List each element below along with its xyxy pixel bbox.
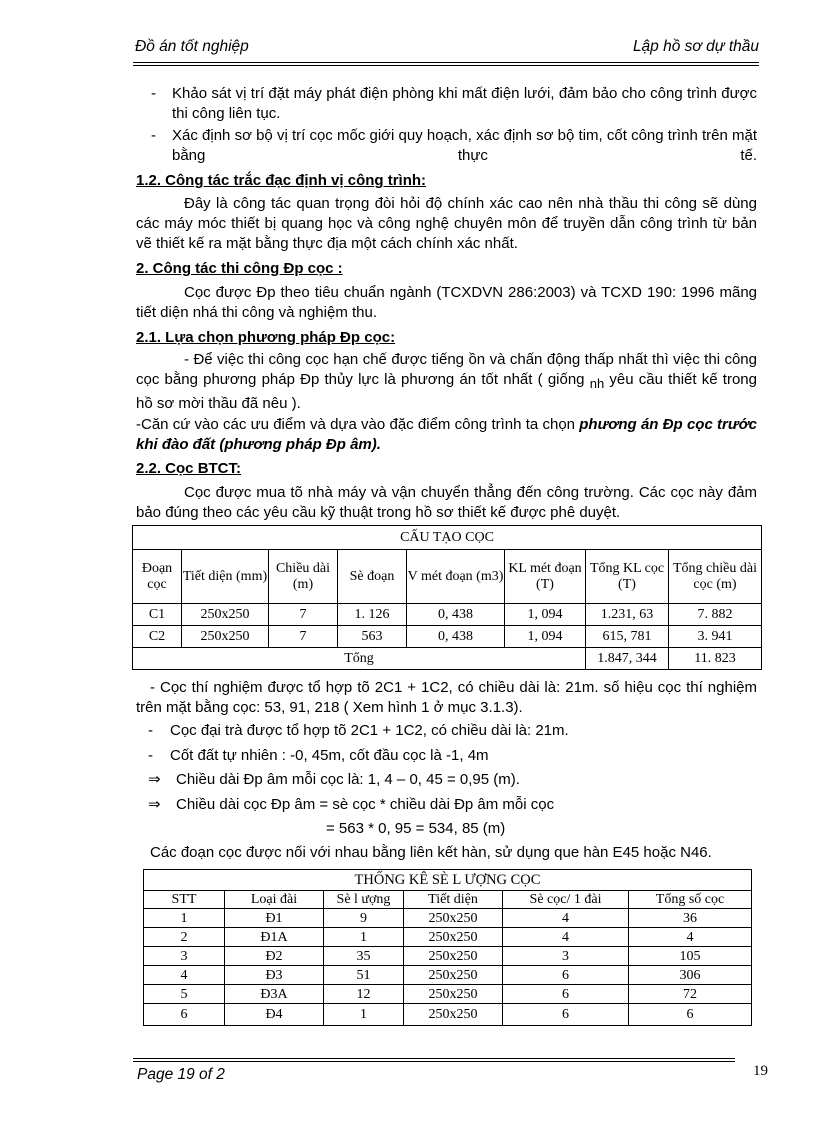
table-cell: 563 [338,626,407,648]
section-heading: 2. Công tác thi công Ðp cọc : [136,260,343,277]
table-cell: 1 [324,928,404,947]
table-cell: 12 [324,985,404,1004]
bullet-text: Cọc đại trà được tổ hợp tõ 2C1 + 1C2, có chiều dài là: 21m. [170,722,569,739]
bullet-item [136,721,757,741]
table-cell: 4 [144,966,225,985]
table-cell: 1. 126 [338,604,407,626]
table-cell: 1 [324,1004,404,1026]
paragraph: - Cọc thí nghiệm được tổ hợp tõ 2C1 + 1C2, có chiều dài là: 21m. số hiệu cọc thí nghiệm trên mặt bằng cọc: 53, 91, 218 ( Xem hình 1 ở mục 3.1.3). [136,679,757,716]
text-run: -Căn cứ vào các ưu điểm và dựa vào đặc điểm công trình ta chọn [136,416,576,433]
table-cell: Đ3A [225,985,324,1004]
table-cell: 3. 941 [669,626,762,648]
bullet-item [136,84,757,124]
table-row [144,1004,752,1026]
table-cell: 11. 823 [669,648,762,670]
table-header-cell: Tổng KL cọc (T) [586,550,669,604]
table-cell: 72 [629,985,752,1004]
page-header [135,38,759,62]
table-cell: 4 [503,909,629,928]
pile-structure-table [132,525,762,670]
table-row [144,909,752,928]
table-cell: 1.231, 63 [586,604,669,626]
table-cell: 615, 781 [586,626,669,648]
table-row [144,947,752,966]
footer-rule [133,1058,735,1059]
bullet-item [136,126,757,166]
table-cell: 250x250 [404,947,503,966]
section-heading: 2.2. Cọc BTCT: [136,460,242,477]
table-cell: 36 [629,909,752,928]
table-cell: 7. 882 [669,604,762,626]
bullet-dash: - [148,722,153,739]
table-cell: 0, 438 [407,604,505,626]
table-cell: 4 [503,928,629,947]
footer-page-label: Page 19 of 2 [137,1066,225,1083]
table-title: CẤU TẠO CỌC [133,526,762,550]
table-cell: 250x250 [404,909,503,928]
table-cell: 3 [144,947,225,966]
bullet-item [136,746,757,766]
text-run: yêu cầu thiết kế trong hồ sơ mời thầu đã nêu ). [136,371,757,412]
implies-icon: ⇒ [148,771,161,788]
table-cell: 6 [503,1004,629,1026]
footer-rule [133,1061,735,1062]
table-cell: 6 [629,1004,752,1026]
text-run: nh [589,376,605,391]
table-cell: 9 [324,909,404,928]
text-run-bold: phương án Ðp cọc trước khi đào đất (phương pháp Ðp âm). [136,416,757,453]
paragraph [136,350,757,414]
table-cell: 250x250 [404,985,503,1004]
formula-text: Chiều dài cọc Ðp âm = sè cọc * chiều dài Ðp âm mỗi cọc [176,796,555,813]
table-cell: 0, 438 [407,626,505,648]
table-cell: 2 [144,928,225,947]
table-header-cell: Sè cọc/ 1 đài [503,891,629,909]
table-cell: 1.847, 344 [586,648,669,670]
table-cell: C2 [133,626,182,648]
table-cell: 5 [144,985,225,1004]
table-cell: 6 [503,985,629,1004]
table-header-cell: Chiều dài (m) [269,550,338,604]
table-cell: 3 [503,947,629,966]
table-cell: 250x250 [182,604,269,626]
table-cell: 6 [503,966,629,985]
table-header-cell: Sè đoạn [338,550,407,604]
table-row [144,985,752,1004]
table-header-cell: STT [144,891,225,909]
paragraph [136,415,757,455]
table-header-cell: Đoạn cọc [133,550,182,604]
paragraph: Cọc được mua tõ nhà máy và vận chuyển thẳng đến công trường. Các cọc này đảm bảo đúng theo các yêu cầu kỹ thuật trong hồ sơ thiết kế được phê duyệt. [136,484,757,521]
bullet-text: Cốt đất tự nhiên : -0, 45m, cốt đầu cọc là -1, 4m [170,747,489,764]
implies-icon: ⇒ [148,796,161,813]
formula-line [136,795,757,815]
bullet-text: Khảo sát vị trí đặt máy phát điện phòng khi mất điện lưới, đảm bảo cho công trình được thi công liên tục. [172,85,757,122]
table-cell: 1, 094 [505,626,586,648]
header-rule [133,65,759,66]
header-right: Lập hồ sơ dự thầu [632,38,759,55]
table-header-cell: Tiết diện [404,891,503,909]
bullet-dash: - [148,747,153,764]
table-cell: 250x250 [404,928,503,947]
table-cell: Đ2 [225,947,324,966]
table-cell: 35 [324,947,404,966]
table-total-row [133,648,762,670]
table-cell: C1 [133,604,182,626]
paragraph: Các đoạn cọc được nối với nhau bằng liên kết hàn, sử dụng que hàn E45 hoặc N46. [150,844,712,861]
table-title: THỐNG KÊ SÈ L ƯỢNG CỌC [144,870,752,891]
table-header-cell: KL mét đoạn (T) [505,550,586,604]
bullet-dash: - [151,127,156,144]
table-row [133,604,762,626]
table-row [144,966,752,985]
table-cell: 105 [629,947,752,966]
section-heading: 2.1. Lựa chọn phương pháp Ðp cọc: [136,329,396,346]
table-row [133,626,762,648]
table-cell: 7 [269,626,338,648]
table-header-cell: Tổng chiều dài cọc (m) [669,550,762,604]
table-cell: 306 [629,966,752,985]
table-header-cell: Tổng số cọc [629,891,752,909]
table-cell: 4 [629,928,752,947]
table-cell: Đ3 [225,966,324,985]
table-cell: 1 [144,909,225,928]
table-cell: 51 [324,966,404,985]
section-heading: 1.2. Công tác trắc đạc định vị công trình: [136,172,427,189]
table-cell: 6 [144,1004,225,1026]
header-rule [133,62,759,63]
text-run: - Để việc thi công cọc hạn chế được tiếng ồn và chấn động thấp nhất thì việc thi công cọc bằng phương pháp Ðp thủy lực là phương án tốt nhất ( giống [136,351,757,388]
table-cell: 250x250 [182,626,269,648]
table-header-cell: Loại đài [225,891,324,909]
bullet-dash: - [151,85,156,102]
table-cell: 250x250 [404,966,503,985]
table-cell: 7 [269,604,338,626]
table-header-cell: Sè l ượng [324,891,404,909]
table-cell: Đ4 [225,1004,324,1026]
formula-text: Chiều dài Ðp âm mỗi cọc là: 1, 4 – 0, 45 = 0,95 (m). [176,771,520,788]
header-left: Đồ án tốt nghiệp [135,38,249,55]
table-cell: Đ1 [225,909,324,928]
bullet-text: Xác định sơ bộ vị trí cọc mốc giới quy hoạch, xác định sơ bộ tim, cốt công trình trên mặt bằng thực tế. [172,127,757,164]
formula-line [136,770,757,790]
formula-line: = 563 * 0, 95 = 534, 85 (m) [326,820,506,837]
table-cell: Đ1A [225,928,324,947]
table-row [144,928,752,947]
table-cell: 1, 094 [505,604,586,626]
paragraph: Cọc được Ðp theo tiêu chuẩn ngành (TCXDVN 286:2003) và TCXD 190: 1996 mãng tiết diện nhá thi công và nghiệm thu. [136,284,757,321]
pile-count-table [143,869,752,1026]
page-number: 19 [753,1063,768,1079]
table-header-cell: V mét đoạn (m3) [407,550,505,604]
table-cell: 250x250 [404,1004,503,1026]
table-cell: Tổng [133,648,586,670]
paragraph: Đây là công tác quan trọng đòi hỏi độ chính xác cao nên nhà thầu thi công sẽ dùng các máy móc thiết bị quang học và công nghệ chuyên môn để truyền dẫn công trình từ bản vẽ thiết kế ra mặt bằng thực địa một cách chính xác nhất. [136,195,757,252]
table-header-cell: Tiết diện (mm) [182,550,269,604]
